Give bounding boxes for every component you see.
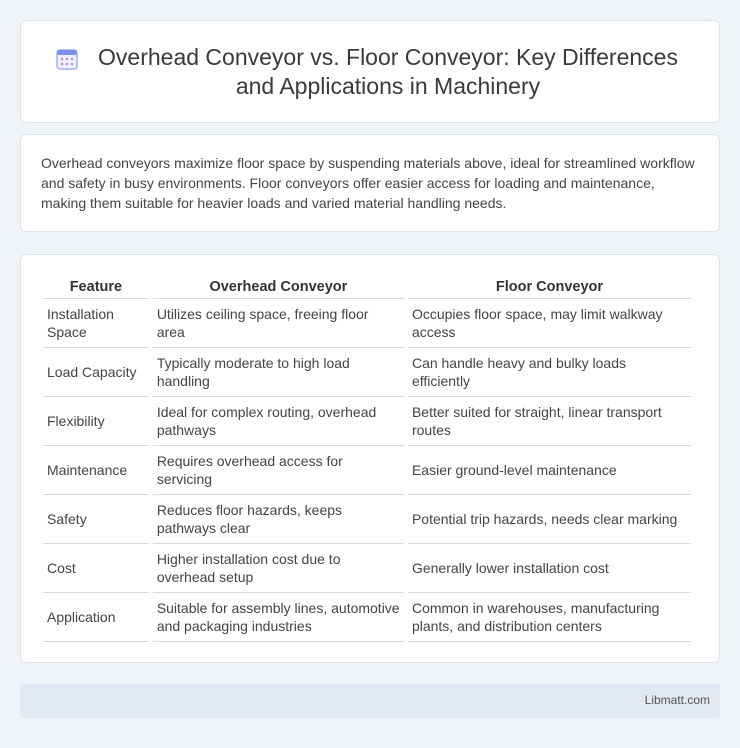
overhead-cell: Reduces floor hazards, keeps pathways clear — [153, 495, 404, 544]
comparison-card — [20, 254, 720, 663]
floor-cell: Occupies floor space, may limit walkway access — [408, 299, 691, 348]
table-row — [43, 397, 691, 446]
column-header-feature: Feature — [43, 275, 149, 299]
overhead-cell: Typically moderate to high load handling — [153, 348, 404, 397]
page-title: Overhead Conveyor vs. Floor Conveyor: Key Differences and Applications in Machinery — [98, 43, 678, 99]
table-row — [43, 446, 691, 495]
table-row — [43, 544, 691, 593]
table-row — [43, 348, 691, 397]
floor-cell: Generally lower installation cost — [408, 544, 691, 593]
intro-card — [20, 134, 720, 232]
overhead-cell: Higher installation cost due to overhead setup — [153, 544, 404, 593]
column-header-overhead: Overhead Conveyor — [153, 275, 404, 299]
footer-bar — [20, 684, 720, 718]
overhead-cell: Utilizes ceiling space, freeing floor area — [153, 299, 404, 348]
table-row — [43, 495, 691, 544]
feature-cell: Installation Space — [43, 299, 149, 348]
floor-cell: Can handle heavy and bulky loads efficiently — [408, 348, 691, 397]
column-header-floor: Floor Conveyor — [408, 275, 691, 299]
feature-cell: Cost — [43, 544, 149, 593]
intro-text: Overhead conveyors maximize floor space by suspending materials above, ideal for streamlined workflow and safety in busy environments. Floor conveyors offer easier access for loading and maintenance, making them suitable for heavier loads and varied material handling needs. — [41, 155, 695, 211]
title-card — [20, 20, 720, 123]
overhead-cell: Suitable for assembly lines, automotive and packaging industries — [153, 593, 404, 642]
feature-cell: Application — [43, 593, 149, 642]
floor-cell: Potential trip hazards, needs clear marking — [408, 495, 691, 544]
feature-cell: Flexibility — [43, 397, 149, 446]
comparison-table — [39, 275, 695, 642]
floor-cell: Easier ground-level maintenance — [408, 446, 691, 495]
table-header-row — [43, 275, 691, 299]
overhead-cell: Requires overhead access for servicing — [153, 446, 404, 495]
feature-cell: Safety — [43, 495, 149, 544]
floor-cell: Common in warehouses, manufacturing plants, and distribution centers — [408, 593, 691, 642]
feature-cell: Maintenance — [43, 446, 149, 495]
table-row — [43, 299, 691, 348]
feature-cell: Load Capacity — [43, 348, 149, 397]
table-row — [43, 593, 691, 642]
footer-site-link[interactable]: Libmatt.com — [644, 693, 710, 707]
floor-cell: Better suited for straight, linear transport routes — [408, 397, 691, 446]
overhead-cell: Ideal for complex routing, overhead pathways — [153, 397, 404, 446]
